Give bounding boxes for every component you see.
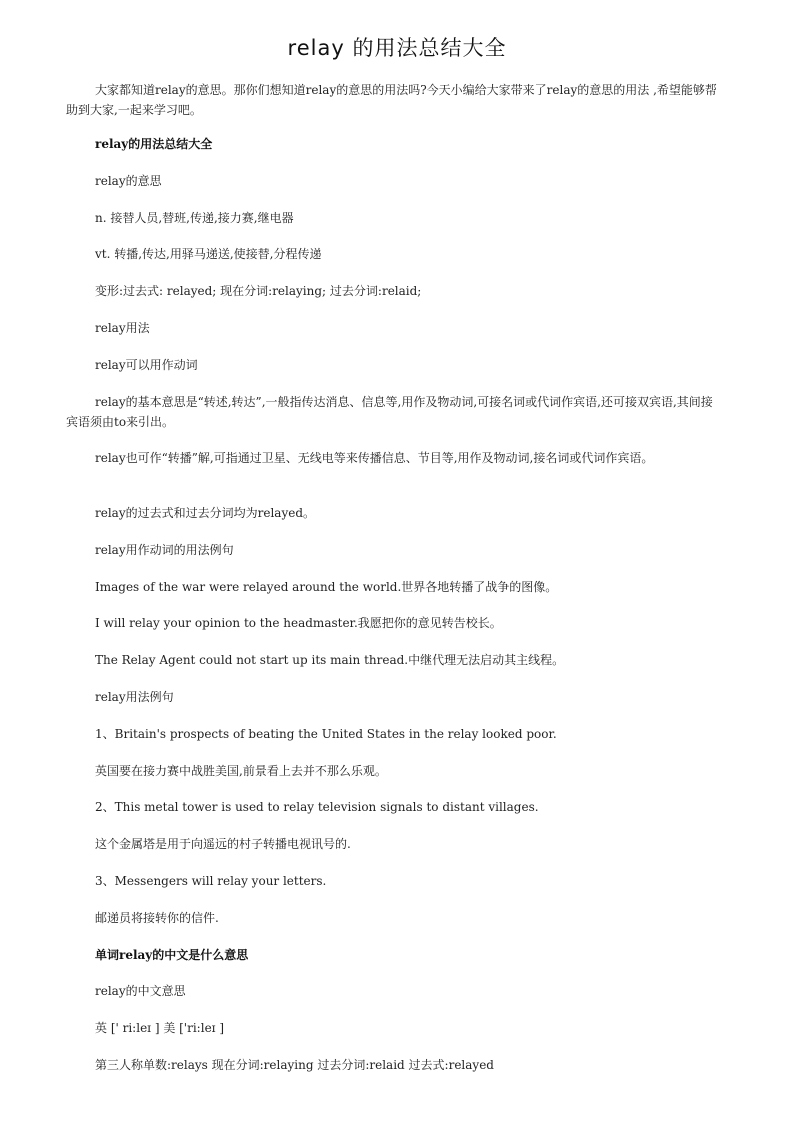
example-2-english: 2、This metal tower is used to relay television signals to distant villages.	[95, 800, 539, 814]
pronunciation: 英 [' ri:leɪ ] 美 ['ri:leɪ ]	[95, 1021, 225, 1035]
verb-example-3: The Relay Agent could not start up its main thread.中继代理无法启动其主线程。	[95, 653, 565, 667]
example-1-chinese: 英国要在接力赛中战胜美国,前景看上去并不那么乐观。	[95, 764, 387, 778]
usage-as-verb: relay可以用作动词	[95, 358, 198, 372]
usage-paragraph-2: relay也可作“转播”解,可指通过卫星、无线电等来传播信息、节目等,用作及物动词,接名词或代词作宾语。	[95, 451, 654, 465]
inflections: 第三人称单数:relays 现在分词:relaying 过去分词:relaid 过去式:relayed	[95, 1058, 494, 1072]
word-forms: 变形:过去式: relayed; 现在分词:relaying; 过去分词:relaid;	[95, 284, 422, 298]
example-1-english: 1、Britain's prospects of beating the United States in the relay looked poor.	[95, 727, 557, 741]
meaning-noun: n. 接替人员,替班,传递,接力赛,继电器	[95, 211, 294, 225]
page-title: relay 的用法总结大全	[287, 36, 507, 60]
example-3-chinese: 邮递员将接转你的信件.	[95, 911, 219, 925]
meaning-heading: relay的意思	[95, 174, 162, 188]
example-3-english: 3、Messengers will relay your letters.	[95, 874, 327, 888]
verb-examples-heading: relay用作动词的用法例句	[95, 543, 234, 557]
section-heading-chinese-meaning: 单词relay的中文是什么意思	[95, 948, 249, 962]
verb-example-2: I will relay your opinion to the headmaster.我愿把你的意见转告校长。	[95, 616, 502, 630]
usage-paragraph-3: relay的过去式和过去分词均为relayed。	[95, 506, 316, 520]
chinese-meaning-heading: relay的中文意思	[95, 984, 186, 998]
example-2-chinese: 这个金属塔是用于向遥远的村子转播电视讯号的.	[95, 837, 351, 851]
usage-paragraph-1: relay的基本意思是“转述,转达”,一般指传达消息、信息等,用作及物动词,可接名词或代词作宾语,还可接双宾语,其间接宾语须由to来引出。	[66, 395, 713, 429]
examples-heading: relay用法例句	[95, 690, 174, 704]
verb-example-1: Images of the war were relayed around the world.世界各地转播了战争的图像。	[95, 580, 558, 594]
meaning-verb: vt. 转播,传达,用驿马递送,使接替,分程传递	[95, 247, 322, 261]
usage-heading: relay用法	[95, 321, 150, 335]
section-heading-usage-summary: relay的用法总结大全	[95, 137, 213, 151]
intro-paragraph: 大家都知道relay的意思。那你们想知道relay的意思的用法吗?今天小编给大家带来了relay的意思的用法 ,希望能够帮助到大家,一起来学习吧。	[66, 83, 717, 117]
